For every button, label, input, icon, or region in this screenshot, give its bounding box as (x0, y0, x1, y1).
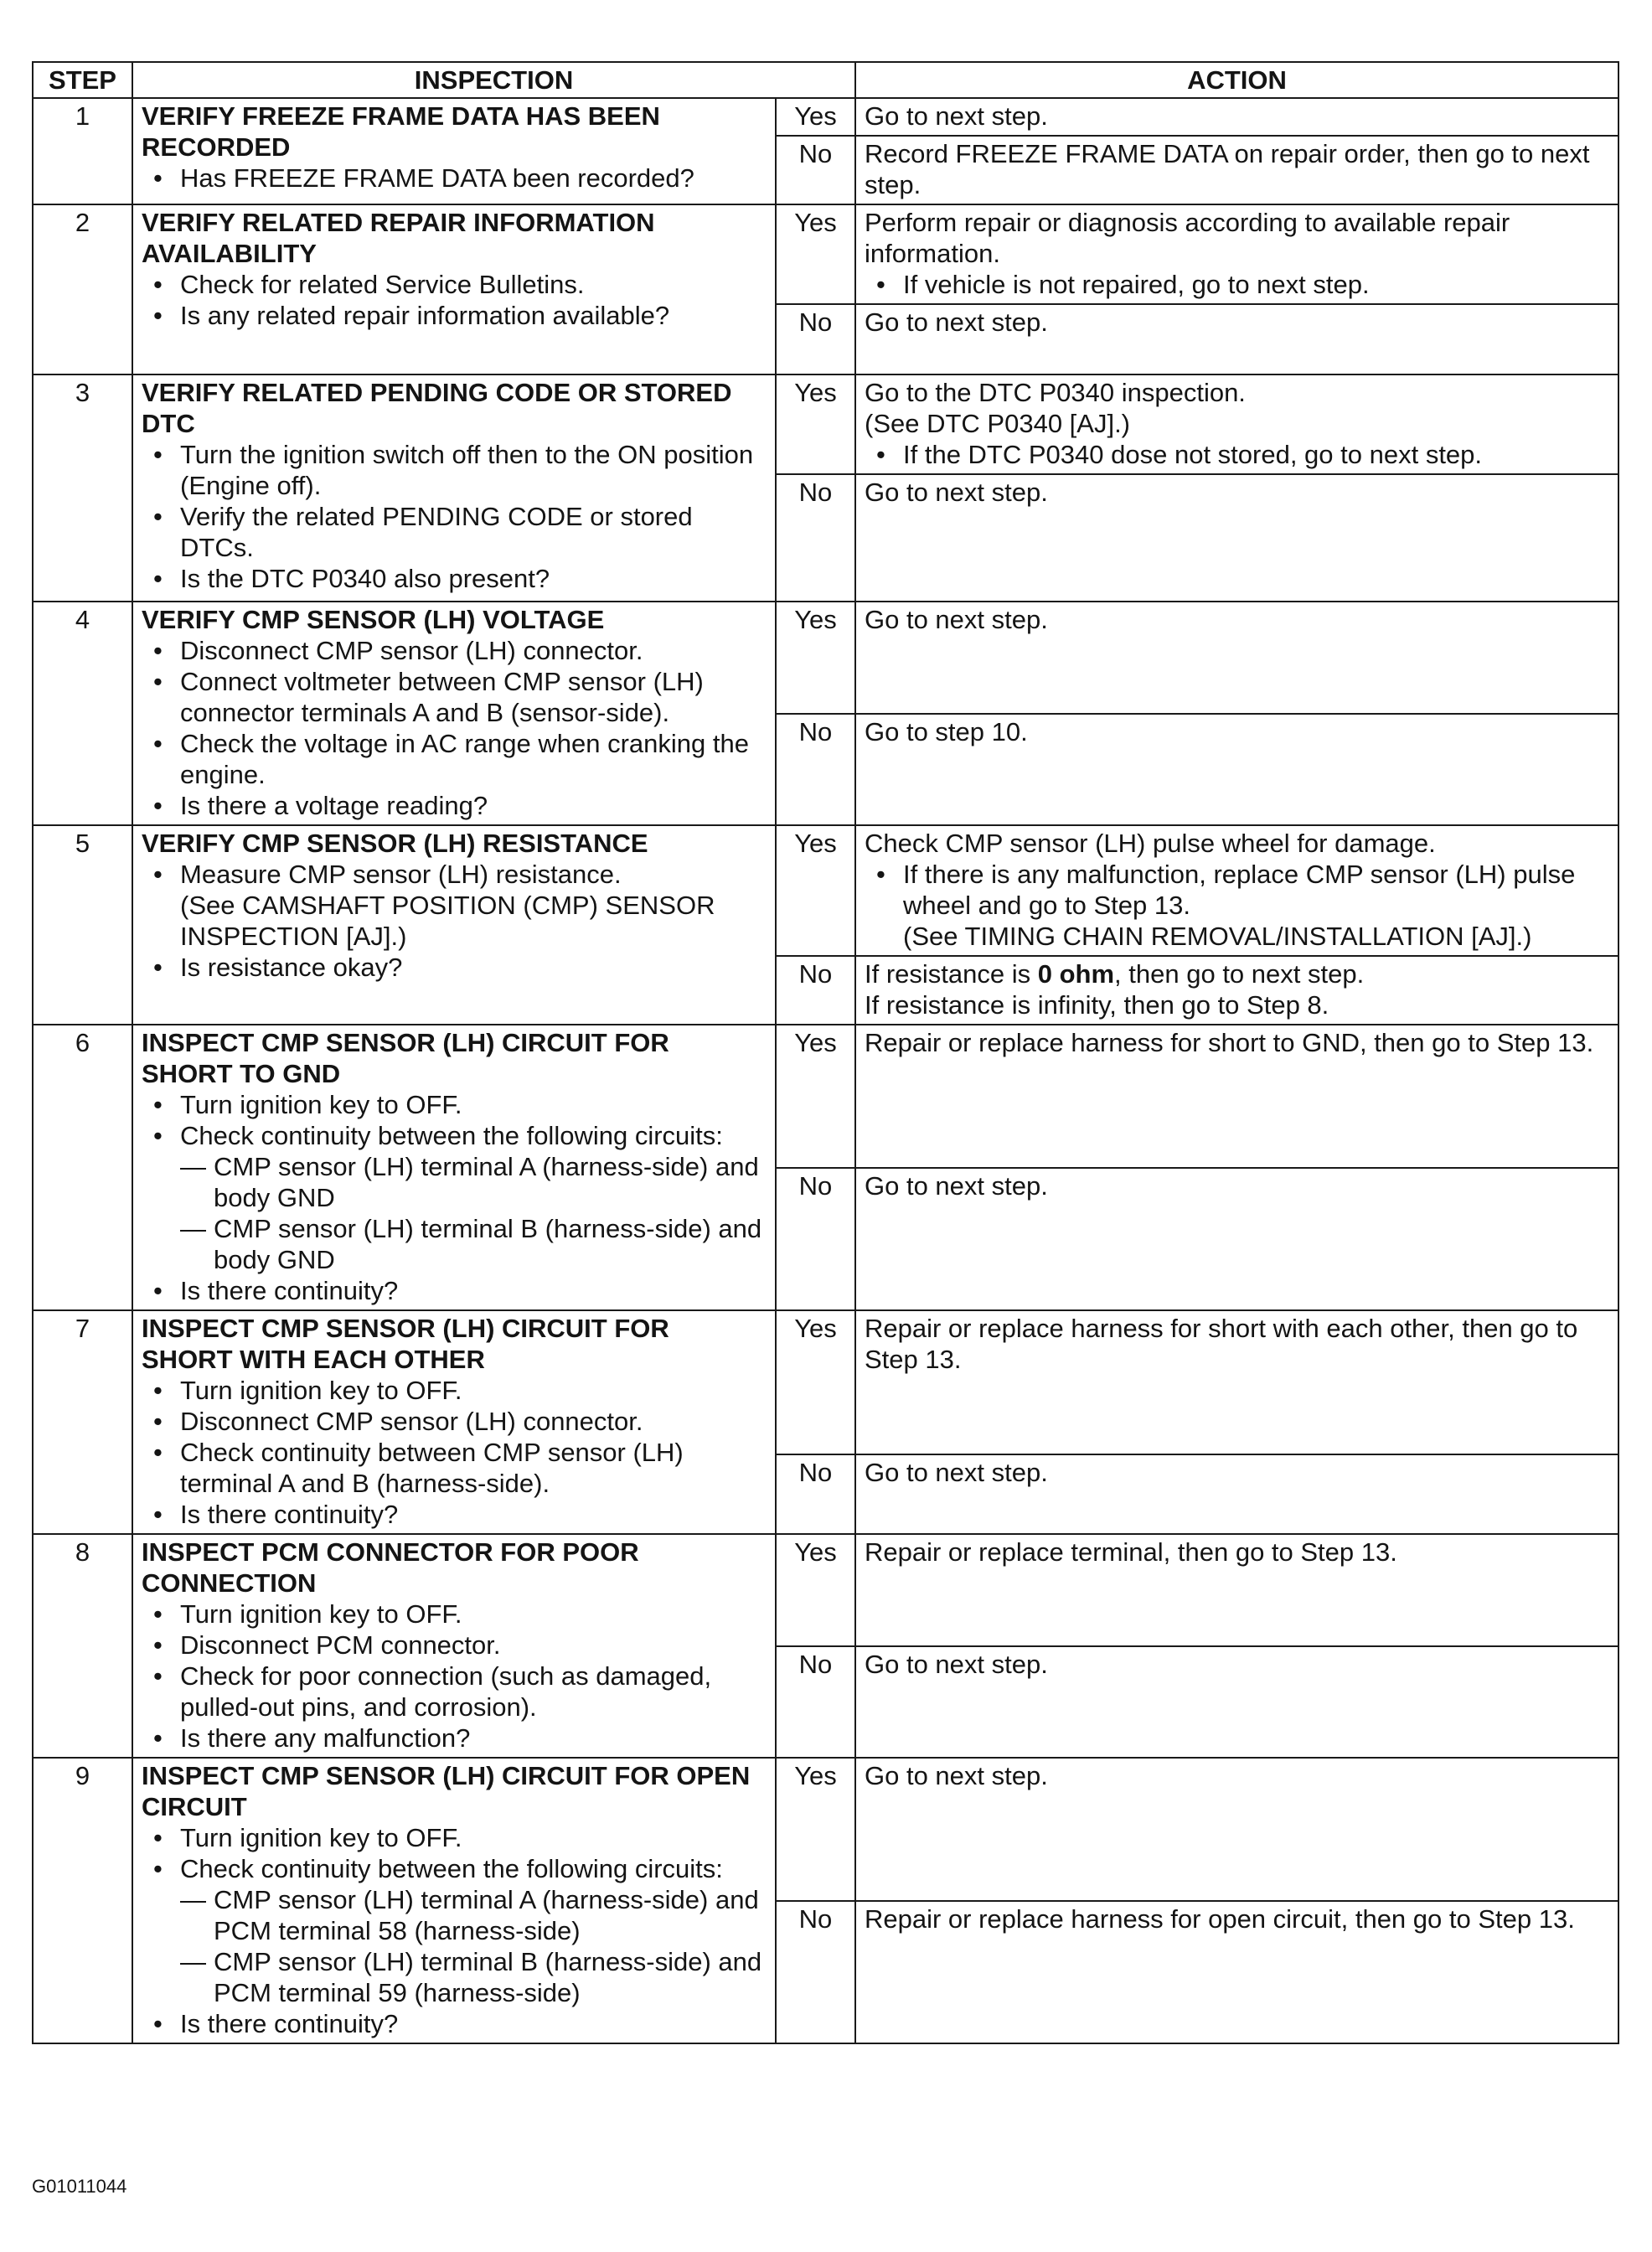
bullet-item: • Is there continuity? (142, 1275, 767, 1306)
step-number: 6 (33, 1025, 132, 1310)
no-label: No (776, 1901, 855, 2044)
dash-item: — CMP sensor (LH) terminal B (harness-side) and body GND (180, 1213, 767, 1275)
inspection-cell (132, 204, 776, 374)
table-row (33, 204, 1618, 304)
action-yes: Repair or replace harness for short to GND, then go to Step 13. (855, 1025, 1618, 1168)
inspection-cell (132, 825, 776, 1025)
yes-label: Yes (776, 602, 855, 714)
table-row (33, 1534, 1618, 1646)
bullet-item: • Is there any malfunction? (142, 1723, 767, 1754)
inspection-title: VERIFY CMP SENSOR (LH) RESISTANCE (142, 829, 648, 858)
bullet-item: • Check for poor connection (such as damaged, pulled-out pins, and corrosion). (142, 1661, 767, 1723)
inspection-bullets (142, 635, 767, 821)
bullet-item: • Check continuity between CMP sensor (LH) terminal A and B (harness-side). (142, 1437, 767, 1499)
inspection-cell (132, 1310, 776, 1534)
dash-list (180, 1151, 767, 1275)
bullet-item: • Check the voltage in AC range when cranking the engine. (142, 728, 767, 790)
table-row (33, 1758, 1618, 1901)
action-no: Go to next step. (855, 474, 1618, 602)
bullet-item: • Turn ignition key to OFF. (142, 1599, 767, 1630)
inspection-cell (132, 1758, 776, 2043)
bullet-text: • Check continuity between the following circuits: (180, 1854, 723, 1883)
action-reference: (See DTC P0340 [AJ].) (865, 409, 1131, 438)
step-number: 2 (33, 204, 132, 374)
action-bullets (865, 439, 1609, 470)
inspection-bullets (142, 859, 767, 983)
inspection-bullets (142, 439, 767, 594)
action-line: If resistance is infinity, then go to Step 8. (865, 990, 1329, 1020)
step-number: 7 (33, 1310, 132, 1534)
action-yes: Repair or replace terminal, then go to Step 13. (855, 1534, 1618, 1646)
bullet-item: • Is there a voltage reading? (142, 790, 767, 821)
inspection-title: INSPECT PCM CONNECTOR FOR POOR CONNECTION (142, 1537, 639, 1598)
dash-item: — CMP sensor (LH) terminal A (harness-side) and PCM terminal 58 (harness-side) (180, 1884, 767, 1946)
step-number: 3 (33, 374, 132, 602)
inspection-bullets (142, 1375, 767, 1530)
figure-code: G01011044 (32, 2176, 127, 2197)
table-row (33, 98, 1618, 136)
action-text: , then go to next step. (1114, 959, 1365, 989)
no-label: No (776, 956, 855, 1025)
no-label: No (776, 136, 855, 204)
action-yes: Go to next step. (855, 602, 1618, 714)
bullet-item (142, 859, 767, 952)
inspection-cell (132, 374, 776, 602)
yes-label: Yes (776, 1534, 855, 1646)
action-yes (855, 374, 1618, 474)
bullet-text: • Measure CMP sensor (LH) resistance. (180, 860, 622, 889)
step-number: 1 (33, 98, 132, 204)
bullet-item (865, 859, 1609, 952)
bullet-item (142, 1853, 767, 2008)
table-header-row (33, 62, 1618, 98)
bullet-item: • Disconnect PCM connector. (142, 1630, 767, 1661)
header-action: ACTION (855, 62, 1618, 98)
bullet-reference: (See CAMSHAFT POSITION (CMP) SENSOR INSPECTION [AJ].) (180, 891, 715, 951)
no-label: No (776, 474, 855, 602)
action-yes: Go to next step. (855, 98, 1618, 136)
inspection-cell (132, 1534, 776, 1758)
bullet-item: • Turn ignition key to OFF. (142, 1089, 767, 1120)
bullet-reference: (See TIMING CHAIN REMOVAL/INSTALLATION [AJ].) (903, 922, 1532, 951)
action-no: Go to step 10. (855, 714, 1618, 826)
bullet-item: • Is resistance okay? (142, 952, 767, 983)
action-no: Go to next step. (855, 1168, 1618, 1311)
bullet-text: • If there is any malfunction, replace CMP sensor (LH) pulse wheel and go to Step 13. (903, 860, 1576, 920)
table-row (33, 1025, 1618, 1168)
bullet-item: • Turn ignition key to OFF. (142, 1822, 767, 1853)
table-row (33, 602, 1618, 714)
yes-label: Yes (776, 374, 855, 474)
bullet-item: • Is there continuity? (142, 1499, 767, 1530)
inspection-cell (132, 1025, 776, 1310)
header-inspection: INSPECTION (132, 62, 855, 98)
action-bullets (865, 269, 1609, 300)
no-label: No (776, 1646, 855, 1759)
action-no: Repair or replace harness for open circuit, then go to Step 13. (855, 1901, 1618, 2044)
no-label: No (776, 1454, 855, 1534)
bullet-item: • Is there continuity? (142, 2008, 767, 2039)
bullet-item (142, 1120, 767, 1275)
dash-item: — CMP sensor (LH) terminal B (harness-side) and PCM terminal 59 (harness-side) (180, 1946, 767, 2008)
bullet-item: • Verify the related PENDING CODE or stored DTCs. (142, 501, 767, 563)
yes-label: Yes (776, 1758, 855, 1901)
diagnostic-table (32, 61, 1619, 2044)
bullet-text: • Check continuity between the following circuits: (180, 1121, 723, 1150)
action-text: Check CMP sensor (LH) pulse wheel for damage. (865, 829, 1436, 858)
action-yes: Go to next step. (855, 1758, 1618, 1901)
inspection-bullets (142, 163, 767, 194)
yes-label: Yes (776, 1310, 855, 1454)
action-no: Go to next step. (855, 1454, 1618, 1534)
action-no: Go to next step. (855, 304, 1618, 374)
inspection-bullets (142, 1599, 767, 1754)
bullet-item: • Check for related Service Bulletins. (142, 269, 767, 300)
action-text: Go to the DTC P0340 inspection. (865, 378, 1246, 407)
action-text: Perform repair or diagnosis according to available repair information. (865, 208, 1510, 268)
inspection-bullets (142, 269, 767, 331)
yes-label: Yes (776, 98, 855, 136)
yes-label: Yes (776, 825, 855, 956)
inspection-cell (132, 98, 776, 204)
header-step: STEP (33, 62, 132, 98)
no-label: No (776, 714, 855, 826)
bullet-item: • Is the DTC P0340 also present? (142, 563, 767, 594)
yes-label: Yes (776, 1025, 855, 1168)
action-yes (855, 204, 1618, 304)
bullet-item: • If vehicle is not repaired, go to next step. (865, 269, 1609, 300)
action-line (865, 958, 1609, 989)
bullet-item: • Turn ignition key to OFF. (142, 1375, 767, 1406)
action-yes: Repair or replace harness for short with each other, then go to Step 13. (855, 1310, 1618, 1454)
bullet-item: • Turn the ignition switch off then to the ON position (Engine off). (142, 439, 767, 501)
table-row (33, 374, 1618, 474)
inspection-cell (132, 602, 776, 825)
step-number: 5 (33, 825, 132, 1025)
resistance-value: 0 ohm (1037, 959, 1115, 989)
bullet-item: • Disconnect CMP sensor (LH) connector. (142, 1406, 767, 1437)
table-row (33, 825, 1618, 956)
inspection-title: VERIFY RELATED REPAIR INFORMATION AVAILABILITY (142, 208, 655, 268)
inspection-title: INSPECT CMP SENSOR (LH) CIRCUIT FOR SHORT WITH EACH OTHER (142, 1314, 669, 1374)
step-number: 4 (33, 602, 132, 825)
bullet-item: • Has FREEZE FRAME DATA been recorded? (142, 163, 767, 194)
dash-list (180, 1884, 767, 2008)
inspection-title: VERIFY CMP SENSOR (LH) VOLTAGE (142, 605, 605, 634)
action-yes (855, 825, 1618, 956)
inspection-bullets (142, 1822, 767, 2039)
bullet-item: • Is any related repair information available? (142, 300, 767, 331)
table-row (33, 1310, 1618, 1454)
inspection-title: VERIFY FREEZE FRAME DATA HAS BEEN RECORDED (142, 101, 660, 162)
action-no: Record FREEZE FRAME DATA on repair order, then go to next step. (855, 136, 1618, 204)
inspection-title: VERIFY RELATED PENDING CODE OR STORED DTC (142, 378, 732, 438)
no-label: No (776, 1168, 855, 1311)
no-label: No (776, 304, 855, 374)
action-no (855, 956, 1618, 1025)
dash-item: — CMP sensor (LH) terminal A (harness-side) and body GND (180, 1151, 767, 1213)
bullet-item: • If the DTC P0340 dose not stored, go to next step. (865, 439, 1609, 470)
inspection-bullets (142, 1089, 767, 1306)
yes-label: Yes (776, 204, 855, 304)
inspection-title: INSPECT CMP SENSOR (LH) CIRCUIT FOR SHORT TO GND (142, 1028, 669, 1088)
action-text: If resistance is (865, 959, 1038, 989)
bullet-item: • Disconnect CMP sensor (LH) connector. (142, 635, 767, 666)
inspection-title: INSPECT CMP SENSOR (LH) CIRCUIT FOR OPEN CIRCUIT (142, 1761, 751, 1821)
action-bullets (865, 859, 1609, 952)
action-no: Go to next step. (855, 1646, 1618, 1759)
bullet-item: • Connect voltmeter between CMP sensor (LH) connector terminals A and B (sensor-side). (142, 666, 767, 728)
step-number: 9 (33, 1758, 132, 2043)
step-number: 8 (33, 1534, 132, 1758)
